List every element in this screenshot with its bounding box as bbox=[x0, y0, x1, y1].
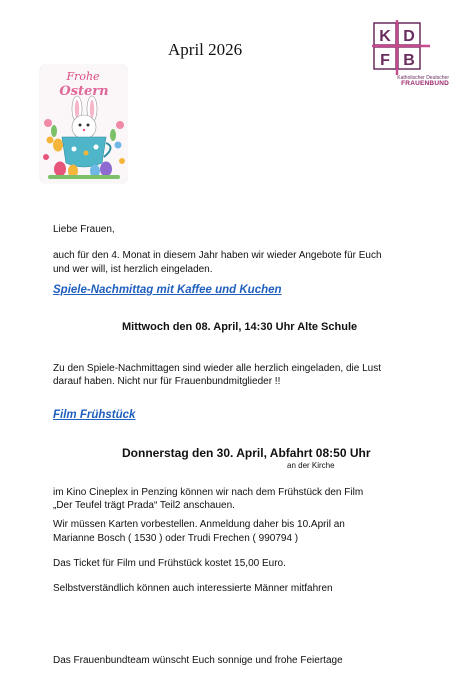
easter-card-image bbox=[40, 65, 127, 183]
event2-booking-2: Marianne Bosch ( 1530 ) oder Trudi Frechen ( 990794 ) bbox=[53, 533, 299, 544]
closing-line: Das Frauenbundteam wünscht Euch sonnige und frohe Feiertage bbox=[53, 655, 343, 666]
event2-men-invite: Selbstverständlich können auch interessierte Männer mitfahren bbox=[53, 583, 333, 594]
event2-location: an der Kirche bbox=[287, 461, 335, 470]
easter-bunny-icon bbox=[40, 65, 127, 183]
event2-desc-1: im Kino Cineplex in Penzing können wir nach dem Frühstück den Film bbox=[53, 487, 364, 498]
logo-letter-f: F bbox=[380, 52, 390, 69]
page-month: April 2026 bbox=[168, 40, 243, 59]
event1-desc-2: darauf haben. Nicht nur für Frauenbundmitglieder !! bbox=[53, 376, 281, 387]
logo-letter-b: B bbox=[403, 52, 415, 69]
card-text-frohe: Frohe bbox=[66, 70, 100, 83]
event2-datetime: Donnerstag den 30. April, Abfahrt 08:50 Uhr bbox=[122, 446, 371, 460]
greeting: Liebe Frauen, bbox=[53, 224, 115, 235]
event1-title: Spiele-Nachmittag mit Kaffee und Kuchen bbox=[53, 284, 282, 296]
logo-letter-k: K bbox=[379, 28, 391, 45]
event1-desc-1: Zu den Spiele-Nachmittagen sind wieder alle herzlich eingeladen, die Lust bbox=[53, 363, 381, 374]
intro-line-2: und wer will, ist herzlich eingeladen. bbox=[53, 264, 213, 275]
intro-line-1: auch für den 4. Monat in diesem Jahr haben wir wieder Angebote für Euch bbox=[53, 250, 382, 261]
event2-title: Film Frühstück bbox=[53, 409, 136, 421]
event2-desc-2: „Der Teufel trägt Prada“ Teil2 anschauen. bbox=[53, 500, 235, 511]
logo-org-name bbox=[371, 75, 449, 87]
logo-org-line1: Katholischer Deutscher bbox=[397, 75, 449, 81]
event2-booking-1: Wir müssen Karten vorbestellen. Anmeldung daher bis 10.April an bbox=[53, 519, 345, 530]
logo-org-line2: FRAUENBUND bbox=[401, 80, 449, 87]
logo-letter-d: D bbox=[403, 28, 415, 45]
event1-datetime: Mittwoch den 08. April, 14:30 Uhr Alte Schule bbox=[122, 321, 358, 333]
kdfb-logo bbox=[372, 20, 452, 102]
card-text-ostern: Ostern bbox=[59, 84, 109, 99]
event2-price: Das Ticket für Film und Frühstück kostet 15,00 Euro. bbox=[53, 558, 286, 569]
